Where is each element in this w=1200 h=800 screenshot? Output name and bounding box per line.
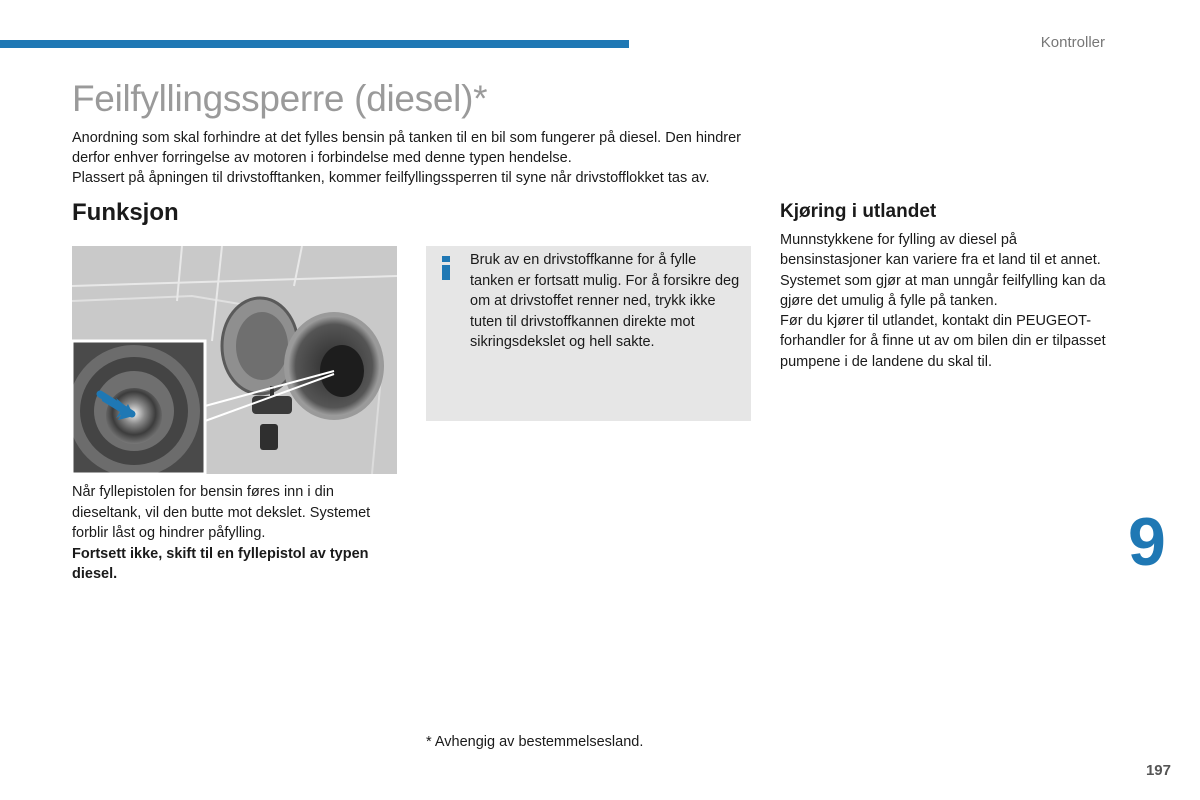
abroad-heading: Kjøring i utlandet <box>780 201 937 222</box>
intro-text <box>72 128 772 188</box>
page-title: Feilfyllingssperre (diesel)* <box>72 78 488 119</box>
page-number: 197 <box>1145 762 1171 779</box>
info-box <box>426 246 751 421</box>
info-icon <box>440 256 452 278</box>
funksjon-heading: Funksjon <box>72 199 179 226</box>
section-label: Kontroller <box>1040 34 1105 51</box>
illustration-caption <box>72 482 402 585</box>
caption-text: Når fyllepistolen for bensin føres inn i din dieseltank, vil den butte mot dekslet. Systemet forblir låst og hindrer påfylling. <box>72 484 371 541</box>
footnote: * Avhengig av bestemmelsesland. <box>426 734 644 750</box>
abroad-paragraph: Munnstykkene for fylling av diesel på bensinstasjoner kan variere fra et land til et annet. Systemet som gjør at man unngår feilfylling kan da gjøre det umulig å fylle på tanken. <box>780 232 1106 309</box>
abroad-paragraph: Før du kjører til utlandet, kontakt din PEUGEOT-forhandler for å finne ut av om bilen din er tilpasset pumpene i de landene du skal til. <box>780 313 1106 370</box>
chapter-number: 9 <box>1128 504 1166 580</box>
header-accent-bar <box>0 40 629 48</box>
abroad-text <box>780 230 1110 372</box>
intro-paragraph: Anordning som skal forhindre at det fylles bensin på tanken til en bil som fungerer på diesel. Den hindrer derfor enhver forringelse av motoren i forbindelse med denne typen hendelse. <box>72 130 741 166</box>
intro-paragraph: Plassert på åpningen til drivstofftanken, kommer feilfyllingssperren til syne når drivstofflokket tas av. <box>72 170 710 186</box>
caption-warning: Fortsett ikke, skift til en fyllepistol av typen diesel. <box>72 545 369 582</box>
fuel-cap-illustration <box>72 246 397 474</box>
info-text: Bruk av en drivstoffkanne for å fylle tanken er fortsatt mulig. For å forsikre deg om at drivstoffet renner ned, trykk ikke tuten til drivstoffkannen direkte mot sikringsdekslet og hell sakte. <box>470 252 740 350</box>
